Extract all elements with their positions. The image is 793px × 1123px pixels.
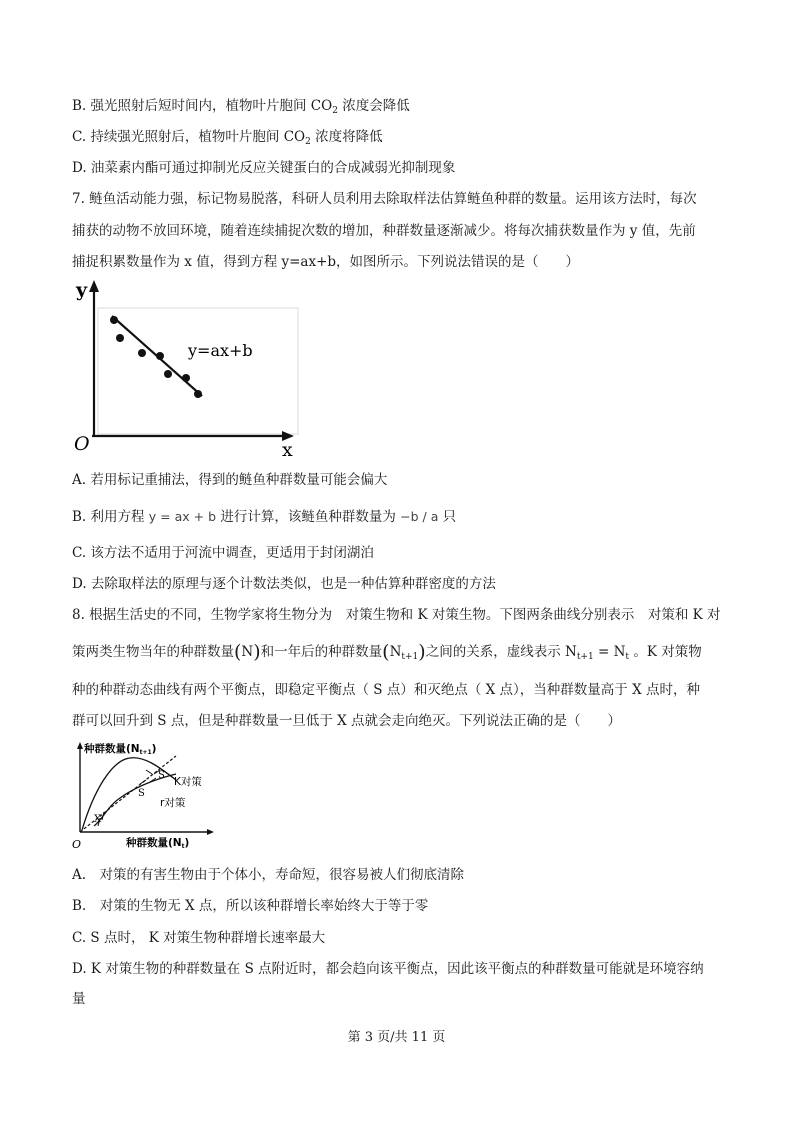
data-point — [110, 316, 118, 324]
r-strategy-label: r对策 — [160, 797, 186, 809]
option-8d-line-2: 量 — [72, 991, 86, 1007]
s-point-label-r: S — [138, 788, 145, 799]
question-8-line-1: 8. 根据生活史的不同，生物学家将生物分为 对策生物和 K 对策生物。下图两条曲线分别表示 对策和 K 对 — [72, 607, 721, 623]
question-7-line-1: 7. 鲢鱼活动能力强，标记物易脱落，科研人员利用去除取样法估算鲢鱼种群的数量。运用该方法时，每次 — [72, 191, 697, 207]
data-point — [116, 334, 124, 342]
k-strategy-label: K对策 — [174, 776, 202, 788]
data-point — [182, 374, 190, 382]
data-point — [156, 352, 164, 360]
question-8-line-4: 群可以回升到 S 点，但是种群数量一旦低于 X 点就会走向绝灭。下列说法正确的是（ ） — [72, 713, 622, 729]
option-6c: C. 持续强光照射后，植物叶片胞间 $CO_2$ 浓度将降低 — [72, 129, 383, 147]
option-8b: B. 对策的生物无 X 点，所以该种群增长率始终大于等于零 — [72, 898, 429, 914]
x-axis-label: 种群数量(Nt) — [126, 837, 190, 850]
option-7a: A. 若用标记重捕法，得到的鲢鱼种群数量可能会偏大 — [72, 472, 388, 488]
data-point — [164, 370, 172, 378]
y-axis-label: y — [76, 279, 88, 301]
option-8c: C. S 点时， K 对策生物种群增长速率最大 — [72, 930, 326, 946]
x-axis-arrow — [207, 829, 214, 835]
question-8-line-3: 种的种群动态曲线有两个平衡点，即稳定平衡点（ S 点）和灭绝点（ X 点），当种群数量高于 X 点时，种 — [72, 682, 700, 698]
question-7-line-3: 捕捉积累数量作为 x 值，得到方程 y=ax+b，如图所示。下列说法错误的是（ ） — [72, 254, 580, 270]
figure-rk-strategy-curves — [72, 740, 217, 852]
question-7-line-2: 捕获的动物不放回环境，随着连续捕捉次数的增加，种群数量逐渐减少。将每次捕获数量作为 y 值，先前 — [72, 223, 696, 239]
data-point — [194, 390, 202, 398]
dynamics-arrows — [98, 770, 160, 826]
option-8d-line-1: D. K 对策生物的种群数量在 S 点附近时，都会趋向该平衡点，因此该平衡点的种群数量可能就是环境容纳 — [72, 961, 704, 977]
y-axis-arrow — [89, 280, 99, 292]
s-point-label-k: S — [158, 770, 165, 781]
x-axis-label: x — [282, 439, 293, 461]
option-6b: B. 强光照射后短时间内，植物叶片胞间 $CO_2$ 浓度会降低 — [72, 98, 410, 116]
option-7b: B. 利用方程 y = ax + b 进行计算，该鲢鱼种群数量为 −b / a 只 — [72, 509, 457, 525]
origin-label: O — [72, 838, 82, 851]
origin-label: O — [74, 433, 90, 455]
y-axis-arrow — [77, 742, 83, 749]
x-point-label: X — [94, 814, 102, 825]
option-7c: C. 该方法不适用于河流中调查，更适用于封闭湖泊 — [72, 545, 374, 561]
figure-removal-sampling-plot — [72, 278, 304, 462]
data-point — [138, 349, 146, 357]
page-footer: 第 3 页/共 11 页 — [347, 1030, 446, 1045]
question-8-line-2: 策两类生物当年的种群数量(N)和一年后的种群数量$(N_{t+1})$之间的关系，虚线表示 $N_{t+1} = N_t$ 。K 对策物 — [72, 641, 702, 663]
option-6d: D. 油菜素内酯可通过抑制光反应关键蛋白的合成减弱光抑制现象 — [72, 160, 456, 176]
option-8a: A. 对策的有害生物由于个体小，寿命短，很容易被人们彻底清除 — [72, 867, 465, 883]
option-7d: D. 去除取样法的原理与逐个计数法类似，也是一种估算种群密度的方法 — [72, 576, 496, 592]
equation-label: y=ax+b — [188, 341, 253, 360]
y-axis-label: 种群数量(Nt+1) — [84, 743, 157, 756]
